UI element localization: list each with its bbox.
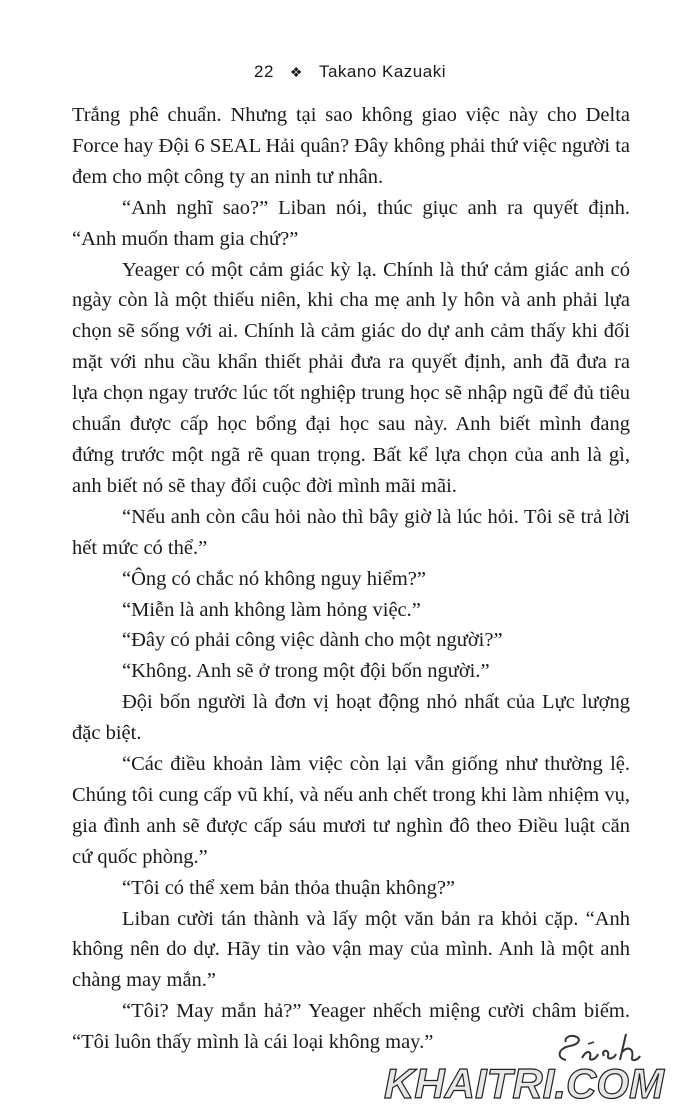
watermark-text: KHAITRI.COM bbox=[384, 1060, 664, 1107]
body-text bbox=[72, 100, 630, 1058]
paragraph: Liban cười tán thành và lấy một văn bản ra khỏi cặp. “Anh không nên do dự. Hãy tin vào vận may của mình. Anh là một anh chàng may mắn.” bbox=[72, 907, 630, 992]
paragraph: “Đây có phải công việc dành cho một người?” bbox=[122, 629, 503, 652]
paragraph: “Tôi? May mắn hả?” Yeager nhếch miệng cười châm biếm. “Tôi luôn thấy mình là cái loại không may.” bbox=[72, 1000, 630, 1054]
paragraph: “Nếu anh còn câu hỏi nào thì bây giờ là lúc hỏi. Tôi sẽ trả lời hết mức có thể.” bbox=[72, 505, 630, 559]
watermark-logo bbox=[384, 1046, 684, 1110]
paragraph: “Anh nghĩ sao?” Liban nói, thúc giục anh ra quyết định. “Anh muốn tham gia chứ?” bbox=[72, 196, 630, 250]
paragraph: Yeager có một cảm giác kỳ lạ. Chính là thứ cảm giác anh có ngày còn là một thiếu niên, khi cha mẹ anh ly hôn và anh phải lựa chọn sẽ sống với ai. Chính là cảm giác do dự anh cảm thấy khi đối mặt với nhu cầu khẩn thiết phải đưa ra quyết định, anh đã đưa ra lựa chọn ngay trước lúc tốt nghiệp trung học sẽ nhập ngũ để đủ tiêu chuẩn được cấp học bổng đại học sau này. Anh biết mình đang đứng trước một ngã rẽ quan trọng. Bất kể lựa chọn của anh là gì, anh biết nó sẽ thay đổi cuộc đời mình mãi mãi. bbox=[72, 258, 630, 497]
paragraph: “Không. Anh sẽ ở trong một đội bốn người.” bbox=[122, 660, 490, 683]
ornament-separator-icon: ❖ bbox=[289, 64, 303, 80]
running-header bbox=[0, 62, 700, 82]
paragraph: “Miễn là anh không làm hỏng việc.” bbox=[122, 598, 421, 621]
page-number: 22 bbox=[253, 62, 274, 81]
paragraph: Trắng phê chuẩn. Nhưng tại sao không giao việc này cho Delta Force hay Đội 6 SEAL Hải quân? Đây không phải thứ việc người ta đem cho một công ty an ninh tư nhân. bbox=[72, 104, 630, 188]
paragraph: Đội bốn người là đơn vị hoạt động nhỏ nhất của Lực lượng đặc biệt. bbox=[72, 691, 630, 745]
paragraph: “Tôi có thể xem bản thỏa thuận không?” bbox=[122, 876, 456, 899]
paragraph: “Ông có chắc nó không nguy hiểm?” bbox=[122, 567, 426, 590]
author-name: Takano Kazuaki bbox=[318, 62, 446, 81]
paragraph: “Các điều khoản làm việc còn lại vẫn giống như thường lệ. Chúng tôi cung cấp vũ khí, và nếu anh chết trong khi làm nhiệm vụ, gia đình anh sẽ được cấp sáu mươi tư nghìn đô theo Điều luật căn cứ quốc phòng.” bbox=[72, 753, 630, 868]
